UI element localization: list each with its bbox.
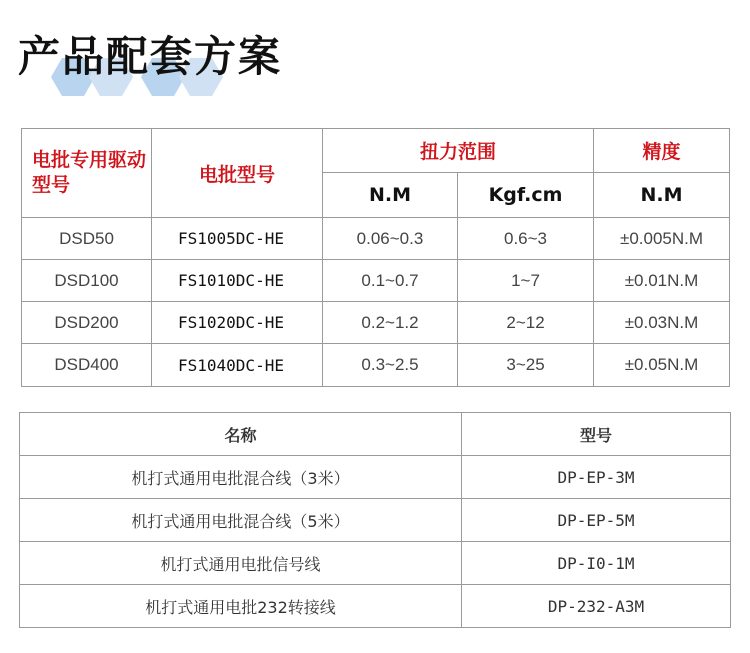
nm-cell: 0.2~1.2	[323, 302, 458, 344]
kgf-cell: 2~12	[458, 302, 594, 344]
header-unit-nm: N.M	[323, 173, 458, 218]
table-row	[20, 456, 731, 499]
table-row	[20, 499, 731, 542]
kgf-cell: 0.6~3	[458, 218, 594, 260]
kgf-cell: 1~7	[458, 260, 594, 302]
driver-cell: DSD100	[22, 260, 152, 302]
page-header	[0, 0, 750, 110]
table-row	[20, 585, 731, 628]
model-cell: FS1010DC-HE	[152, 260, 323, 302]
torque-spec-table	[21, 128, 730, 387]
table-row	[22, 260, 730, 302]
driver-cell: DSD400	[22, 344, 152, 387]
nm-cell: 0.1~0.7	[323, 260, 458, 302]
cable-table	[19, 412, 731, 628]
table-row	[20, 542, 731, 585]
precision-cell: ±0.005N.M	[594, 218, 730, 260]
header-driver-model: 电批专用驱动型号	[22, 129, 152, 218]
header-model: 型号	[462, 413, 731, 456]
cable-model-cell: DP-I0-1M	[462, 542, 731, 585]
driver-cell: DSD50	[22, 218, 152, 260]
header-torque-range: 扭力范围	[323, 129, 594, 173]
model-cell: FS1020DC-HE	[152, 302, 323, 344]
precision-cell: ±0.03N.M	[594, 302, 730, 344]
cable-name-cell: 机打式通用电批混合线（3米）	[20, 456, 462, 499]
table-row	[22, 302, 730, 344]
table-row	[22, 218, 730, 260]
cable-name-cell: 机打式通用电批混合线（5米）	[20, 499, 462, 542]
cable-model-cell: DP-EP-3M	[462, 456, 731, 499]
cable-name-cell: 机打式通用电批信号线	[20, 542, 462, 585]
page-title: 产品配套方案	[18, 32, 283, 81]
nm-cell: 0.3~2.5	[323, 344, 458, 387]
kgf-cell: 3~25	[458, 344, 594, 387]
header-screwdriver-model: 电批型号	[152, 129, 323, 218]
precision-cell: ±0.01N.M	[594, 260, 730, 302]
model-cell: FS1040DC-HE	[152, 344, 323, 387]
cable-model-cell: DP-EP-5M	[462, 499, 731, 542]
header-name: 名称	[20, 413, 462, 456]
driver-cell: DSD200	[22, 302, 152, 344]
model-cell: FS1005DC-HE	[152, 218, 323, 260]
header-precision-unit: N.M	[594, 173, 730, 218]
cable-model-cell: DP-232-A3M	[462, 585, 731, 628]
precision-cell: ±0.05N.M	[594, 344, 730, 387]
table-row	[22, 344, 730, 387]
header-precision: 精度	[594, 129, 730, 173]
nm-cell: 0.06~0.3	[323, 218, 458, 260]
header-unit-kgf: Kgf.cm	[458, 173, 594, 218]
cable-name-cell: 机打式通用电批232转接线	[20, 585, 462, 628]
